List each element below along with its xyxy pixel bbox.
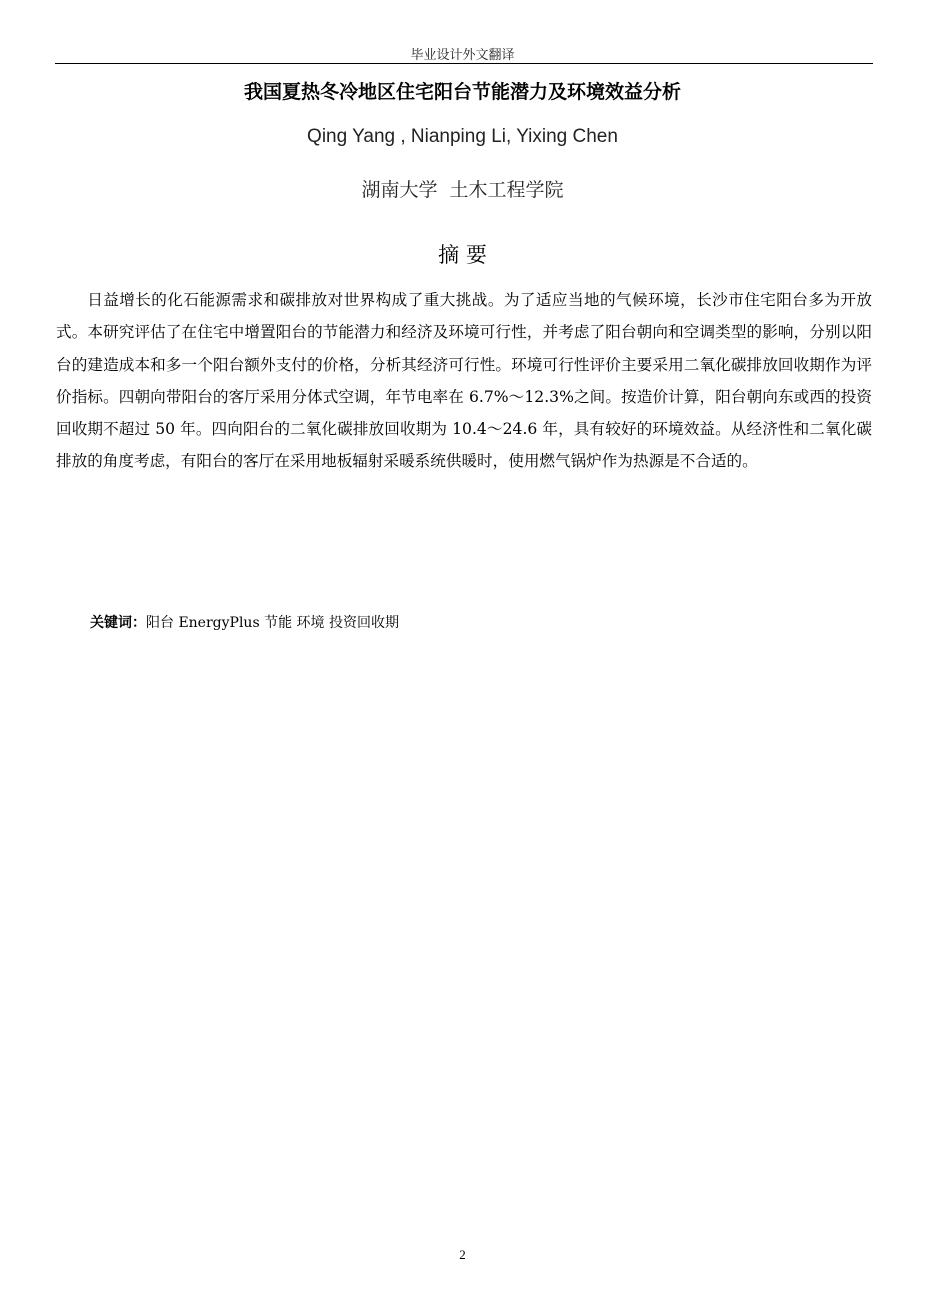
header-divider: [55, 63, 873, 64]
keywords-line: [90, 612, 399, 632]
paper-title: 我国夏热冬冷地区住宅阳台节能潜力及环境效益分析: [243, 81, 681, 103]
abstract-heading: 摘 要: [438, 243, 487, 267]
page-number: 2: [459, 1247, 466, 1262]
keywords-value: 阳台 EnergyPlus 节能 环境 投资回收期: [146, 615, 399, 631]
affiliation: 湖南大学 土木工程学院: [361, 179, 564, 201]
abstract-paragraph: 日益增长的化石能源需求和碳排放对世界构成了重大挑战。为了适应当地的气候环境，长沙市住宅阳台多为开放式。本研究评估了在住宅中增置阳台的节能潜力和经济及环境可行性，并考虑了阳台朝向和空调类型的影响，分别以阳台的建造成本和多一个阳台额外支付的价格，分析其经济可行性。环境可行性评价主要采用二氧化碳排放回收期作为评价指标。四朝向带阳台的客厅采用分体式空调，年节电率在 6.7%～12.3%之间。按造价计算，阳台朝向东或西的投资回收期不超过 50 年。四向阳台的二氧化碳排放回收期为 10.4～24.6 年，具有较好的环境效益。从经济性和二氧化碳排放的角度考虑，有阳台的客厅在采用地板辐射采暖系统供暖时，使用燃气锅炉作为热源是不合适的。: [56, 291, 872, 471]
author-list: Qing Yang , Nianping Li, Yixing Chen: [307, 126, 618, 147]
keywords-label: 关键词：: [90, 615, 146, 631]
running-header: 毕业设计外文翻译: [410, 48, 515, 63]
